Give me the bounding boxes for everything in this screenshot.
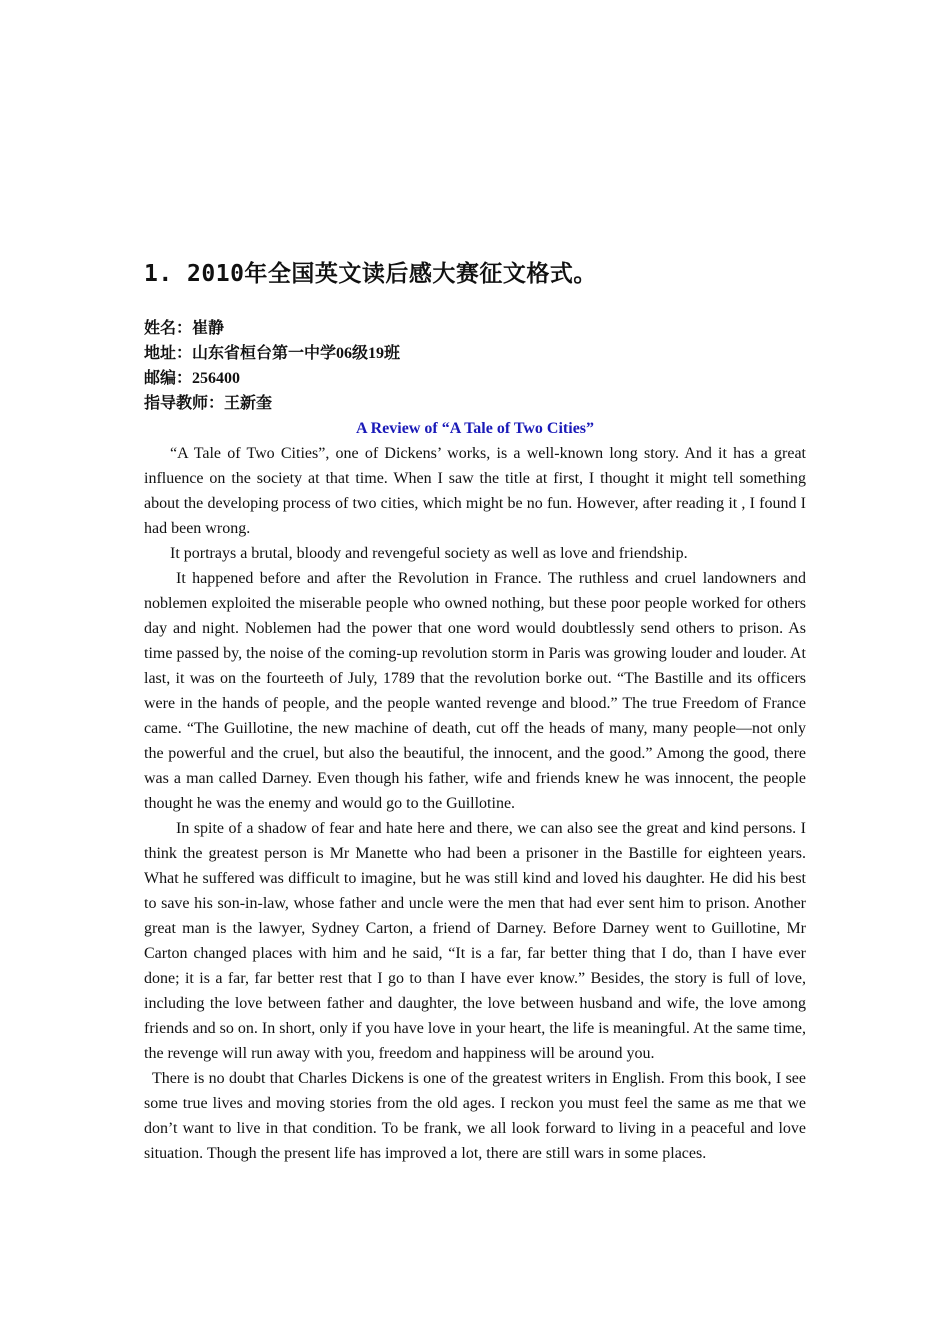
paragraph-revolution: It happened before and after the Revolution in France. The ruthless and cruel landowners and noblemen exploited the miserable people who owned nothing, but these poor people worked for others day and night. Noblemen had the power that one word would doubtlessly send others to prison. As time passed by, the noise of the coming-up revolution storm in Paris was growing louder and louder. At last, it was on the fourteeth of July, 1789 that the revolution borke out. “The Bastille and its officers were in the hands of people, and the people wanted revenge and blood.” The true Freedom of France came. “The Guillotine, the new machine of death, cut off the heads of many, many people—not only the powerful and the cruel, but also the beautiful, the innocent, and the good.” Among the good, there was a man called Darney. Even though his father, wife and friends knew he was innocent, the people thought he was the enemy and would go to the Guillotine. xyxy=(144,570,806,812)
review-body xyxy=(144,441,806,1166)
document-heading: 1. 2010年全国英文读后感大赛征文格式。 xyxy=(144,261,597,287)
review-title: A Review of “A Tale of Two Cities” xyxy=(355,420,595,437)
author-name: 姓名：崔静 xyxy=(144,320,225,337)
postal-code: 邮编：256400 xyxy=(144,370,241,387)
author-info-block xyxy=(144,316,806,416)
document-page xyxy=(144,258,806,1166)
author-address: 地址：山东省桓台第一中学06级19班 xyxy=(144,345,401,362)
paragraph-summary: It portrays a brutal, bloody and revengeful society as well as love and friendship. xyxy=(170,545,688,562)
paragraph-intro: “A Tale of Two Cities”, one of Dickens’ works, is a well-known long story. And it has a great influence on the society at that time. When I saw the title at first, I thought it might tell something about the developing process of two cities, which might be no fun. However, after reading it , I found I had been wrong. xyxy=(144,445,806,537)
paragraph-conclusion: There is no doubt that Charles Dickens is one of the greatest writers in English. From this book, I see some true lives and moving stories from the old ages. I reckon you must feel the same as me that we don’t want to live in that condition. To be frank, we all look forward to living in a peaceful and love situation. Though the present life has improved a lot, there are still wars in some places. xyxy=(144,1070,806,1162)
advisor-teacher: 指导教师：王新奎 xyxy=(144,395,273,412)
paragraph-characters: In spite of a shadow of fear and hate here and there, we can also see the great and kind persons. I think the greatest person is Mr Manette who had been a prisoner in the Bastille for eighteen years. What he suffered was difficult to imagine, but he was still kind and loved his daughter. He did his best to save his son-in-law, whose father and uncle were the men that had ever sent him to prison. Another great man is the lawyer, Sydney Carton, a friend of Darney. Before Darney went to Guillotine, Mr Carton changed places with him and he said, “It is a far, far better thing that I do, than I have ever done; it is a far, far better rest that I go to than I have ever know.” Besides, the story is full of love, including the love between father and daughter, the love between husband and wife, the love among friends and so on. In short, only if you have love in your heart, the life is meaningful. At the same time, the revenge will run away with you, freedom and happiness will be around you. xyxy=(144,820,806,1062)
